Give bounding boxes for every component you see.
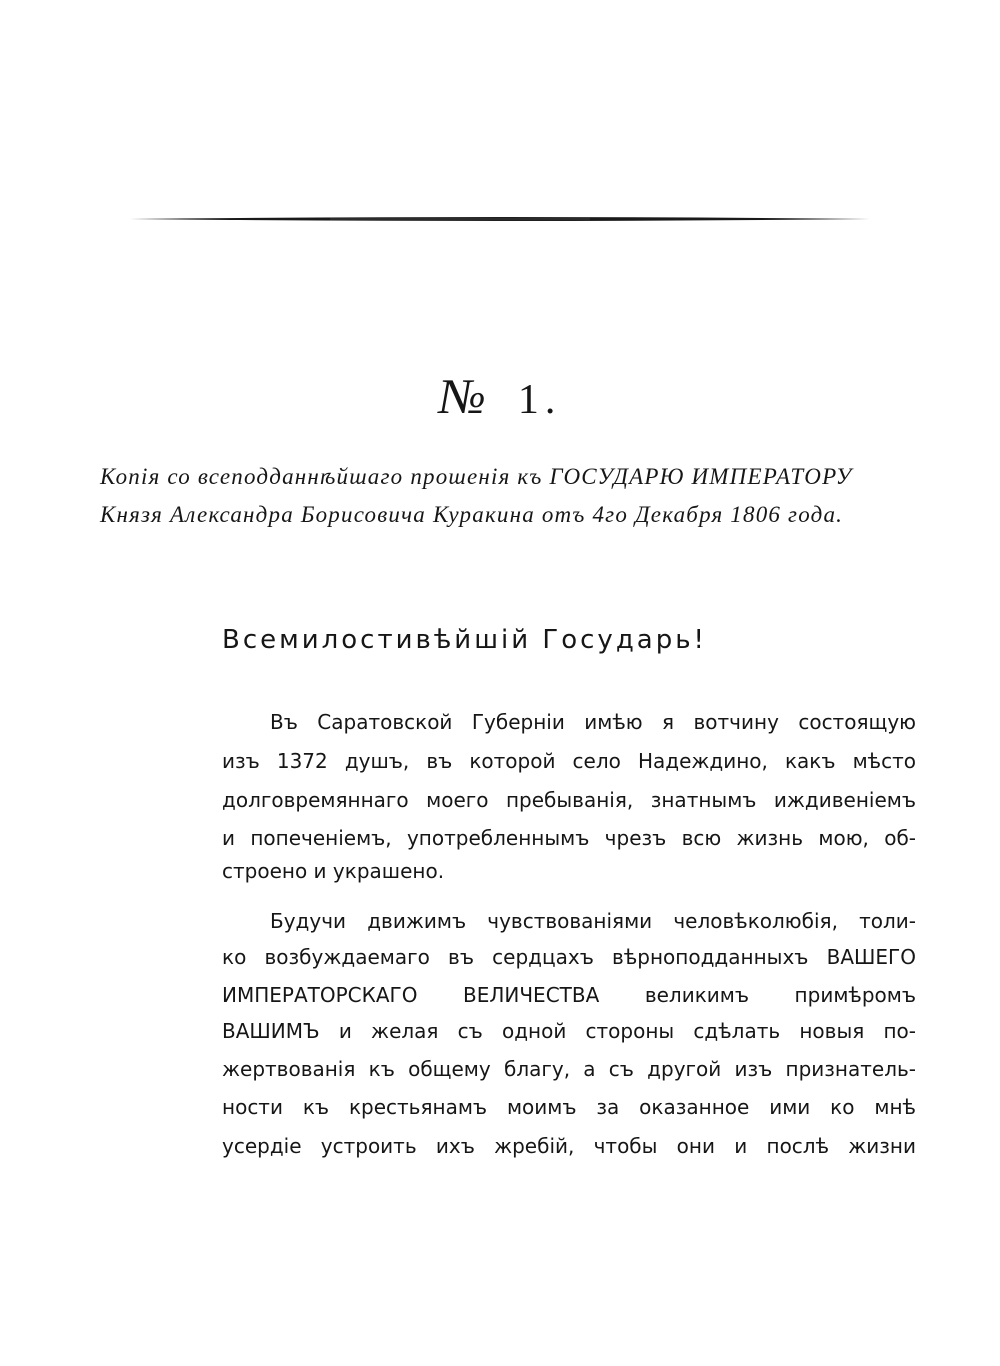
number-sign: №: [438, 368, 492, 424]
paragraph-2-line: Будучи движимъ чувствованіями человѣколюбія, толи-: [270, 909, 916, 933]
paragraph-1-line: изъ 1372 душъ, въ которой село Надеждино, какъ мѣсто: [222, 749, 916, 773]
decorative-rule: [130, 216, 870, 222]
paragraph-2-line: жертвованія къ общему благу, а съ другой изъ признатель-: [222, 1057, 916, 1081]
paragraph-2-line: ко возбуждаемаго въ сердцахъ вѣрноподданныхъ ВАШЕГО: [222, 945, 916, 969]
salutation: Всемилостивѣйшій Государь!: [222, 625, 707, 655]
document-number: 1.: [517, 377, 562, 423]
paragraph-2-line: ности къ крестьянамъ моимъ за оказанное ими ко мнѣ: [222, 1095, 916, 1119]
caption-line-1: Копія со всеподданнѣйшаго прошенія къ ГОСУДАРЮ ИМПЕРАТОРУ: [100, 464, 853, 489]
paragraph-1-line: Въ Саратовской Губерніи имѣю я вотчину состоящую: [270, 710, 916, 734]
paragraph-2-line: ИМПЕРАТОРСКАГО ВЕЛИЧЕСТВА великимъ примѣромъ: [222, 983, 916, 1007]
paragraph-1-line: и попеченіемъ, употребленнымъ чрезъ всю жизнь мою, об-: [222, 826, 916, 850]
paragraph-1-line: долговремяннаго моего пребыванія, знатнымъ иждивеніемъ: [222, 788, 916, 812]
paragraph-2-line: ВАШИМЪ и желая съ одной стороны сдѣлать новыя по-: [222, 1019, 916, 1043]
paragraph-2-line: усердіе устроить ихъ жребій, чтобы они и послѣ жизни: [222, 1134, 916, 1158]
caption-line-2: Князя Александра Борисовича Куракина отъ 4го Декабря 1806 года.: [100, 502, 844, 527]
document-number-heading: [0, 366, 1000, 430]
paragraph-1-line: строено и украшено.: [222, 859, 445, 883]
